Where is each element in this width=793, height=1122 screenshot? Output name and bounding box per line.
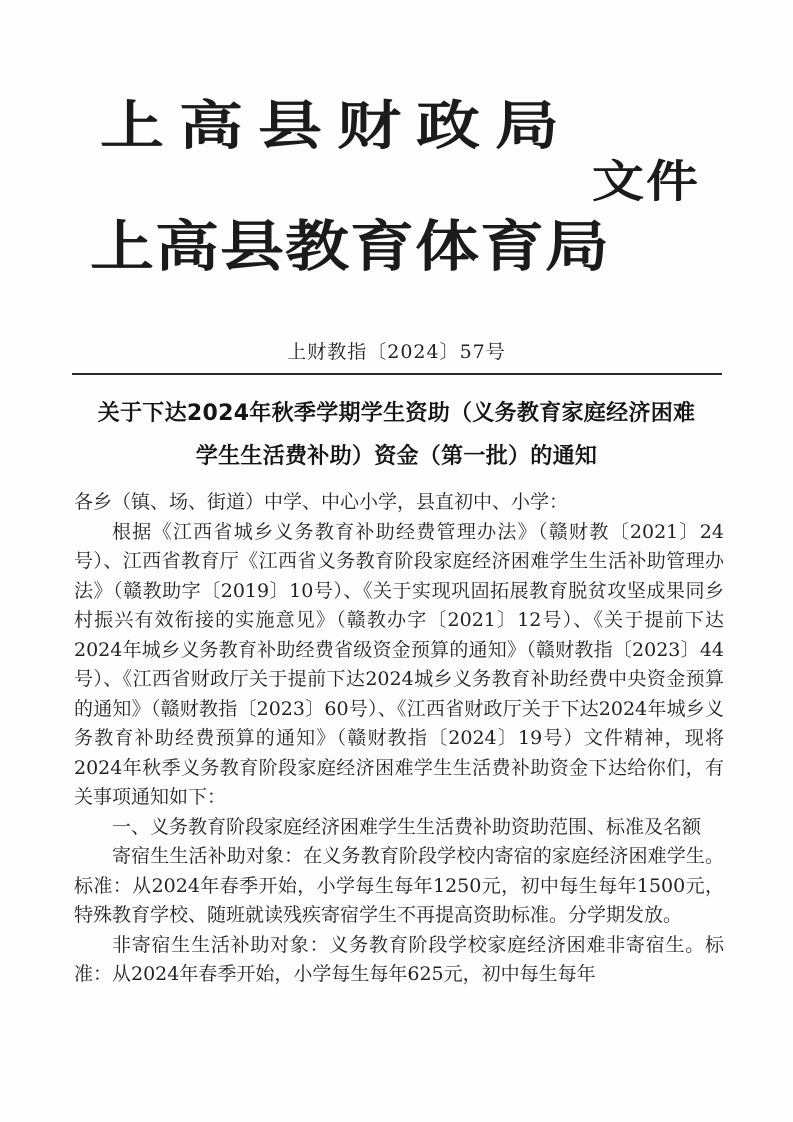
paragraph-non-boarding-subsidy: 非寄宿生生活补助对象：义务教育阶段学校家庭经济困难非寄宿生。标准：从2024年春季开始，小学每生每年625元，初中每生每年 bbox=[74, 933, 724, 985]
issuing-agency-education: 上高县教育体育局 bbox=[90, 215, 610, 280]
notice-body bbox=[74, 488, 724, 990]
header-divider bbox=[72, 373, 722, 375]
notice-title-line-2: 学生生活费补助）资金（第一批）的通知 bbox=[195, 444, 598, 469]
notice-title-line-1: 关于下达2024年秋季学期学生资助（义务教育家庭经济困难 bbox=[97, 401, 696, 426]
paragraph-boarding-subsidy: 寄宿生生活补助对象：在义务教育阶段学校内寄宿的家庭经济困难学生。标准：从2024年春季开始，小学每生每年1250元，初中每生每年1500元，特殊教育学校、随班就读残疾寄宿学生不再提高资助标准。分学期发放。 bbox=[74, 845, 724, 926]
document-type-label: 文件 bbox=[592, 156, 701, 208]
issuing-agency-finance: 上高县财政局 bbox=[100, 95, 574, 157]
section-heading-1: 一、义务教育阶段家庭经济困难学生生活费补助资助范围、标准及名额 bbox=[112, 815, 702, 838]
document-number: 上财教指〔2024〕57号 bbox=[287, 341, 506, 363]
salutation: 各乡（镇、场、街道）中学、中心小学，县直初中、小学： bbox=[74, 491, 569, 513]
paragraph-legal-basis: 根据《江西省城乡义务教育补助经费管理办法》（赣财教〔2021〕24号）、江西省教育厅《江西省义务教育阶段家庭经济困难学生生活补助管理办法》（赣教助字〔2019〕10号）、《关于实现巩固拓展教育脱贫攻坚成果同乡村振兴有效衔接的实施意见》（赣教办字〔2021〕12号）、《关于提前下达2024年城乡义务教育补助经费省级资金预算的通知》（赣财教指〔2023〕44号）、《江西省财政厅关于提前下达2024城乡义务教育补助经费中央资金预算的通知》（赣财教指〔2023〕60号）、《江西省财政厅关于下达2024年城乡义务教育补助经费预算的通知》（赣财教指〔2024〕19号）文件精神，现将2024年秋季义务教育阶段家庭经济困难学生生活费补助资金下达给你们，有关事项通知如下： bbox=[74, 520, 724, 808]
